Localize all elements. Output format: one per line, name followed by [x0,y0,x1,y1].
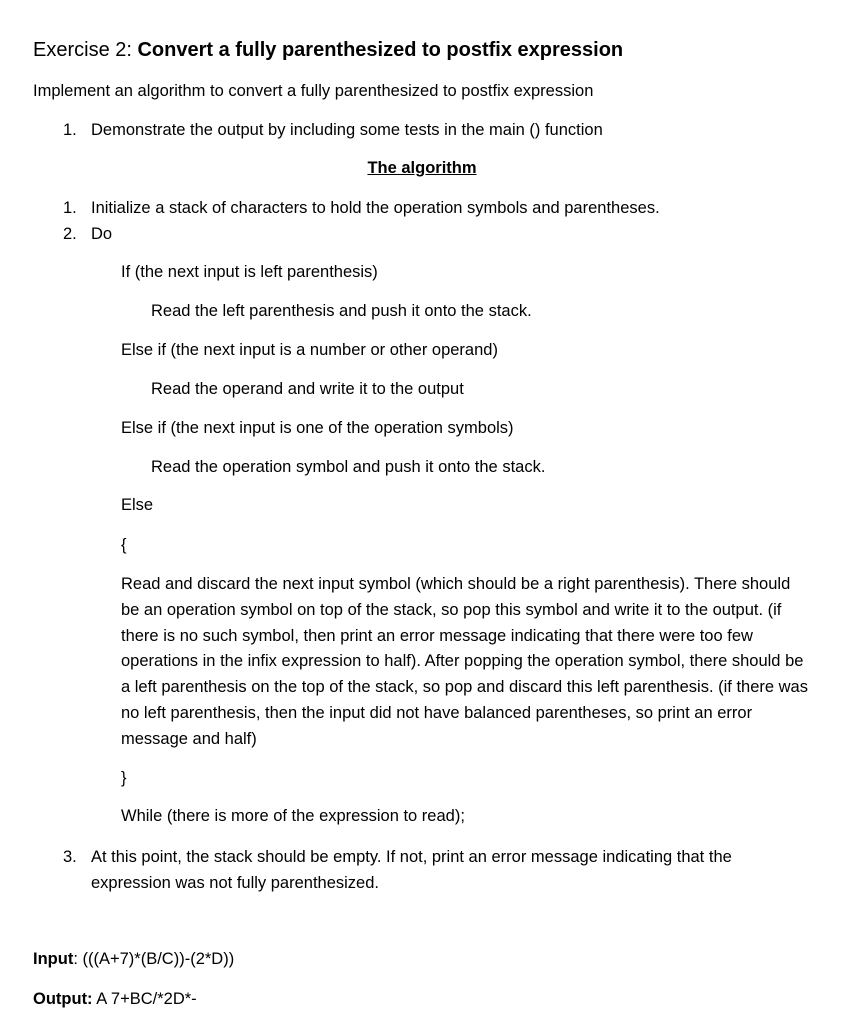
else-keyword: Else [121,496,154,514]
open-brace: { [121,536,127,554]
close-brace: } [121,769,127,787]
elseif-operand-action: Read the operand and write it to the output [151,380,464,398]
step-3-text: At this point, the stack should be empty. If not, print an error message indicating that the expression was not fully parenthesized. [91,848,732,892]
step-1-number: 1. [63,199,77,217]
step-1-text: Initialize a stack of characters to hold the operation symbols and parentheses. [91,199,660,217]
output-value: A 7+BC/*2D*- [92,990,197,1008]
step-2-text: Do [91,225,113,243]
if-left-paren: If (the next input is left parenthesis) [121,263,378,281]
step-2-number: 2. [63,225,77,243]
output-label: Output: [33,990,93,1008]
input-label: Input [33,950,74,968]
algorithm-heading: The algorithm [367,159,477,177]
else-paragraph: Read and discard the next input symbol (which should be a right parenthesis). There should be an operation symbol on top of the stack, so pop this symbol and write it to the output. (if there is no such symbol, then print an error message indicating that there were too few operations in the infix expression to half). After popping the operation symbol, there should be a left parenthesis on the top of the stack, so pop and discard this left parenthesis. (if there was no left parenthesis, then the input did not have balanced parentheses, so print an error message and half) [121,575,808,748]
task-number: 1. [63,121,77,139]
step-3-number: 3. [63,848,77,866]
title-prefix: Exercise 2: [33,39,138,61]
elseif-operand: Else if (the next input is a number or other operand) [121,341,498,359]
elseif-operator-action: Read the operation symbol and push it onto the stack. [151,458,546,476]
input-value: : (((A+7)*(B/C))-(2*D)) [73,950,235,968]
title-bold: Convert a fully parenthesized to postfix expression [137,39,624,61]
while-condition: While (there is more of the expression to read); [121,807,465,825]
intro-text: Implement an algorithm to convert a fully parenthesized to postfix expression [33,82,594,100]
elseif-operator: Else if (the next input is one of the operation symbols) [121,419,514,437]
if-left-paren-action: Read the left parenthesis and push it onto the stack. [151,302,532,320]
task-text: Demonstrate the output by including some tests in the main () function [91,121,603,139]
exercise-title [33,38,623,62]
example-output [33,989,197,1009]
example-input [33,949,234,969]
